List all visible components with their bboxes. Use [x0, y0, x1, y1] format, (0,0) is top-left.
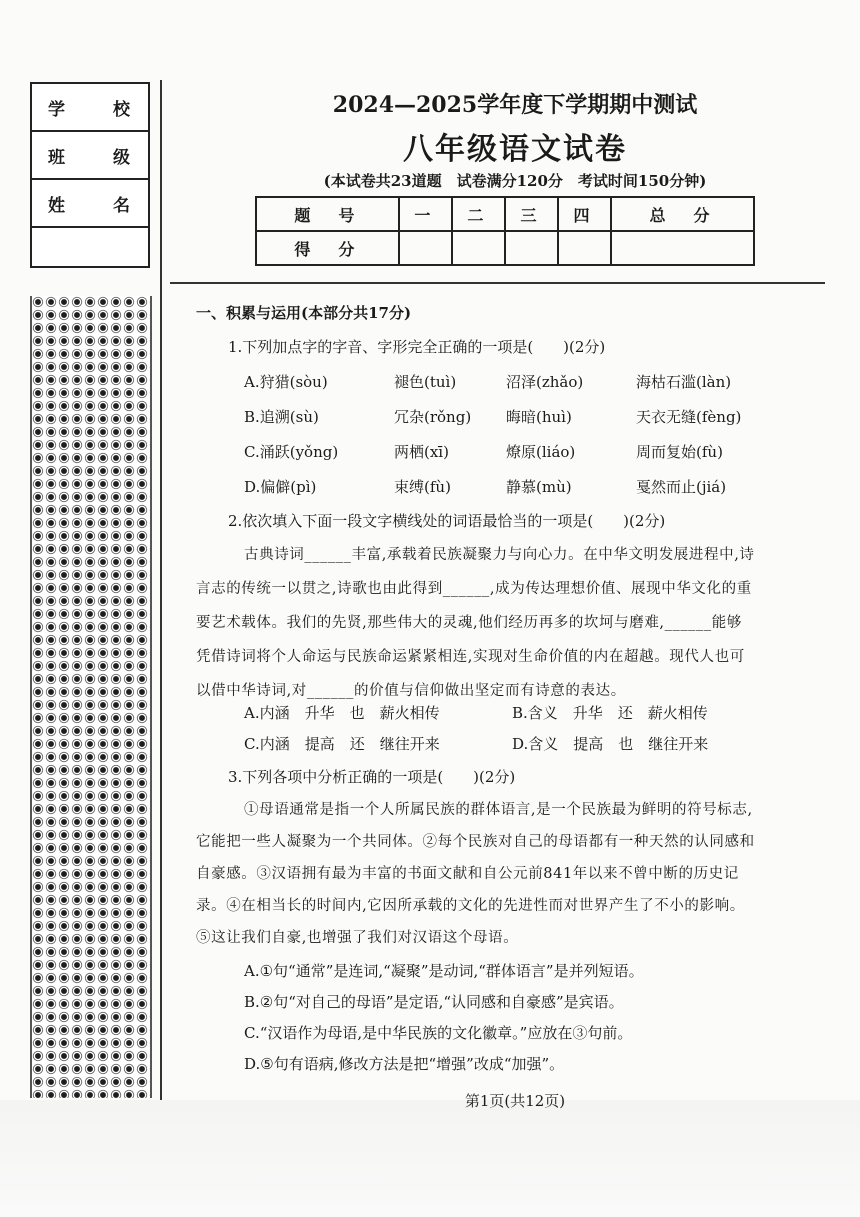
score-input-cell[interactable] [452, 231, 505, 265]
score-input-cell[interactable] [399, 231, 452, 265]
q2-passage-line: 凭借诗词将个人命运与民族命运紧紧相连,实现对生命价值的内在超越。现代人也可 [196, 649, 745, 665]
question-3-stem: 3.下列各项中分析正确的一项是( )(2分) [228, 768, 516, 786]
score-cell: 总 分 [611, 197, 754, 231]
q3-passage-line: 录。④在相当长的时间内,它因所承载的文化的先进性而对世界产生了不小的影响。 [196, 898, 745, 914]
q2-option-b[interactable]: B.含义 升华 还 薪火相传 [512, 704, 708, 722]
q2-option-d[interactable]: D.含义 提高 也 继往开来 [512, 735, 709, 753]
q3-option-d[interactable]: D.⑤句有语病,修改方法是把“增强”改成“加强”。 [244, 1055, 565, 1073]
binding-info-box [30, 82, 150, 268]
score-input-cell[interactable] [505, 231, 558, 265]
header-divider [170, 282, 825, 284]
q3-option-b[interactable]: B.②句“对自己的母语”是定语,“认同感和自豪感”是宾语。 [244, 993, 624, 1011]
q2-passage-line: 言志的传统一以贯之,诗歌也由此得到______,成为传达理想价值、展现中华文化的重 [196, 581, 752, 597]
binding-decorative-pattern [30, 296, 152, 1098]
score-input-cell[interactable] [558, 231, 611, 265]
q3-option-c[interactable]: C.“汉语作为母语,是中华民族的文化徽章。”应放在③句前。 [244, 1024, 633, 1042]
q2-option-a[interactable]: A.内涵 升华 也 薪火相传 [244, 704, 440, 722]
q3-passage-line: 它能把一些人凝聚为一个共同体。②每个民族对自己的母语都有一种天然的认同感和 [196, 834, 755, 850]
q2-passage-line: 以借中华诗词,对______的价值与信仰做出坚定而有诗意的表达。 [196, 683, 626, 699]
score-cell: 一 [399, 197, 452, 231]
score-cell: 三 [505, 197, 558, 231]
q3-passage-line: ①母语通常是指一个人所属民族的群体语言,是一个民族最为鲜明的符号标志, [244, 802, 753, 818]
score-table [255, 196, 755, 266]
exam-main-title: 八年级语文试卷 [403, 132, 627, 167]
score-table-score-row [256, 231, 754, 265]
exam-info: (本试卷共23道题 试卷满分120分 考试时间150分钟) [323, 172, 707, 190]
score-cell: 二 [452, 197, 505, 231]
page-number: 第1页(共12页) [464, 1092, 566, 1110]
binding-line [160, 80, 162, 1100]
q3-passage-line: 自豪感。③汉语拥有最为丰富的书面文献和自公元前841年以来不曾中断的历史记 [196, 866, 739, 882]
question-2-stem: 2.依次填入下面一段文字横线处的词语最恰当的一项是( )(2分) [228, 512, 666, 530]
exam-page: 学 校 班 级 姓 名 2024—2025学年度下学期期中测试 八年级语文试卷 (本试卷共23道题 试卷满分120分 考试时间150分钟) 题 号 一 二 三 四 总 分 得 分 一、积累与运用(本部分共17分) 1.下列加点字的字音、字形完全正确的一项是( )(2分) A.狩猎(sòu) 褪色(tuì) 沼泽(zhǎo) 海枯石滥(làn) B.追溯(sù) 冗杂(rǒng) 晦暗(huì) 天衣无缝(fèng) C.涌跃(yǒng) 两栖(xī) 燎原(liáo) 周而复始(fù) D.偏僻(pì) 束缚(fù) 静慕(mù) 戛然而止(jiá) 2.依次填入下面一段文字横线处的词语最恰当的一项是( )(2分) 古典诗词______丰富,承载着民族凝聚力与向心力。在中华文明发展进程中,诗 言志的传统一以贯之,诗歌也由此得到______,成为传达理想价值、展现中华文化的重 要艺术载体。我们的先贤,那些伟大的灵魂,他们经历再多的坎坷与磨难,______能够 凭借诗词将个人命运与民族命运紧紧相连,实现对生命价值的内在超越。现代人也可 以借中华诗词,对______的价值与信仰做出坚定而有诗意的表达。 A.内涵 升华 也 薪火相传 B.含义 升华 还 薪火相传 C.内涵 提高 还 继往开来 D.含义 提高 也 继往开来 3.下列各项中分析正确的一项是( )(2分) ①母语通常是指一个人所属民族的群体语言,是一个民族最为鲜明的符号标志, 它能把一些人凝聚为一个共同体。②每个民族对自己的母语都有一种天然的认同感和 自豪感。③汉语拥有最为丰富的书面文献和自公元前841年以来不曾中断的历史记 录。④在相当长的时间内,它因所承载的文化的先进性而对世界产生了不小的影响。 ⑤这让我们自豪,也增强了我们对汉语这个母语。 A.①句“通常”是连词,“凝聚”是动词,“群体语言”是并列短语。 B.②句“对自己的母语”是定语,“认同感和自豪感”是宾语。 C.“汉语作为母语,是中华民族的文化徽章。”应放在③句前。 D.⑤句有语病,修改方法是把“增强”改成“加强”。 第1页(共12页) [0, 0, 860, 1217]
score-cell: 四 [558, 197, 611, 231]
exam-term-title: 2024—2025学年度下学期期中测试 [332, 92, 698, 118]
q2-passage-line: 要艺术载体。我们的先贤,那些伟大的灵魂,他们经历再多的坎坷与磨难,______能够 [196, 615, 742, 631]
score-cell: 得 分 [256, 231, 399, 265]
name-field[interactable]: 姓 名 [32, 180, 148, 228]
score-cell: 题 号 [256, 197, 399, 231]
class-field[interactable]: 班 级 [32, 132, 148, 180]
blank-field[interactable] [32, 228, 148, 266]
score-input-cell[interactable] [611, 231, 754, 265]
q3-option-a[interactable]: A.①句“通常”是连词,“凝聚”是动词,“群体语言”是并列短语。 [244, 962, 644, 980]
question-1-stem: 1.下列加点字的字音、字形完全正确的一项是( )(2分) [228, 338, 606, 356]
q3-passage-line: ⑤这让我们自豪,也增强了我们对汉语这个母语。 [196, 930, 519, 946]
section-heading: 一、积累与运用(本部分共17分) [196, 304, 412, 322]
school-field[interactable]: 学 校 [32, 84, 148, 132]
page-bottom-shadow [0, 1100, 860, 1217]
q2-passage-line: 古典诗词______丰富,承载着民族凝聚力与向心力。在中华文明发展进程中,诗 [244, 547, 755, 563]
score-table-header-row [256, 197, 754, 231]
q2-option-c[interactable]: C.内涵 提高 还 继往开来 [244, 735, 440, 753]
